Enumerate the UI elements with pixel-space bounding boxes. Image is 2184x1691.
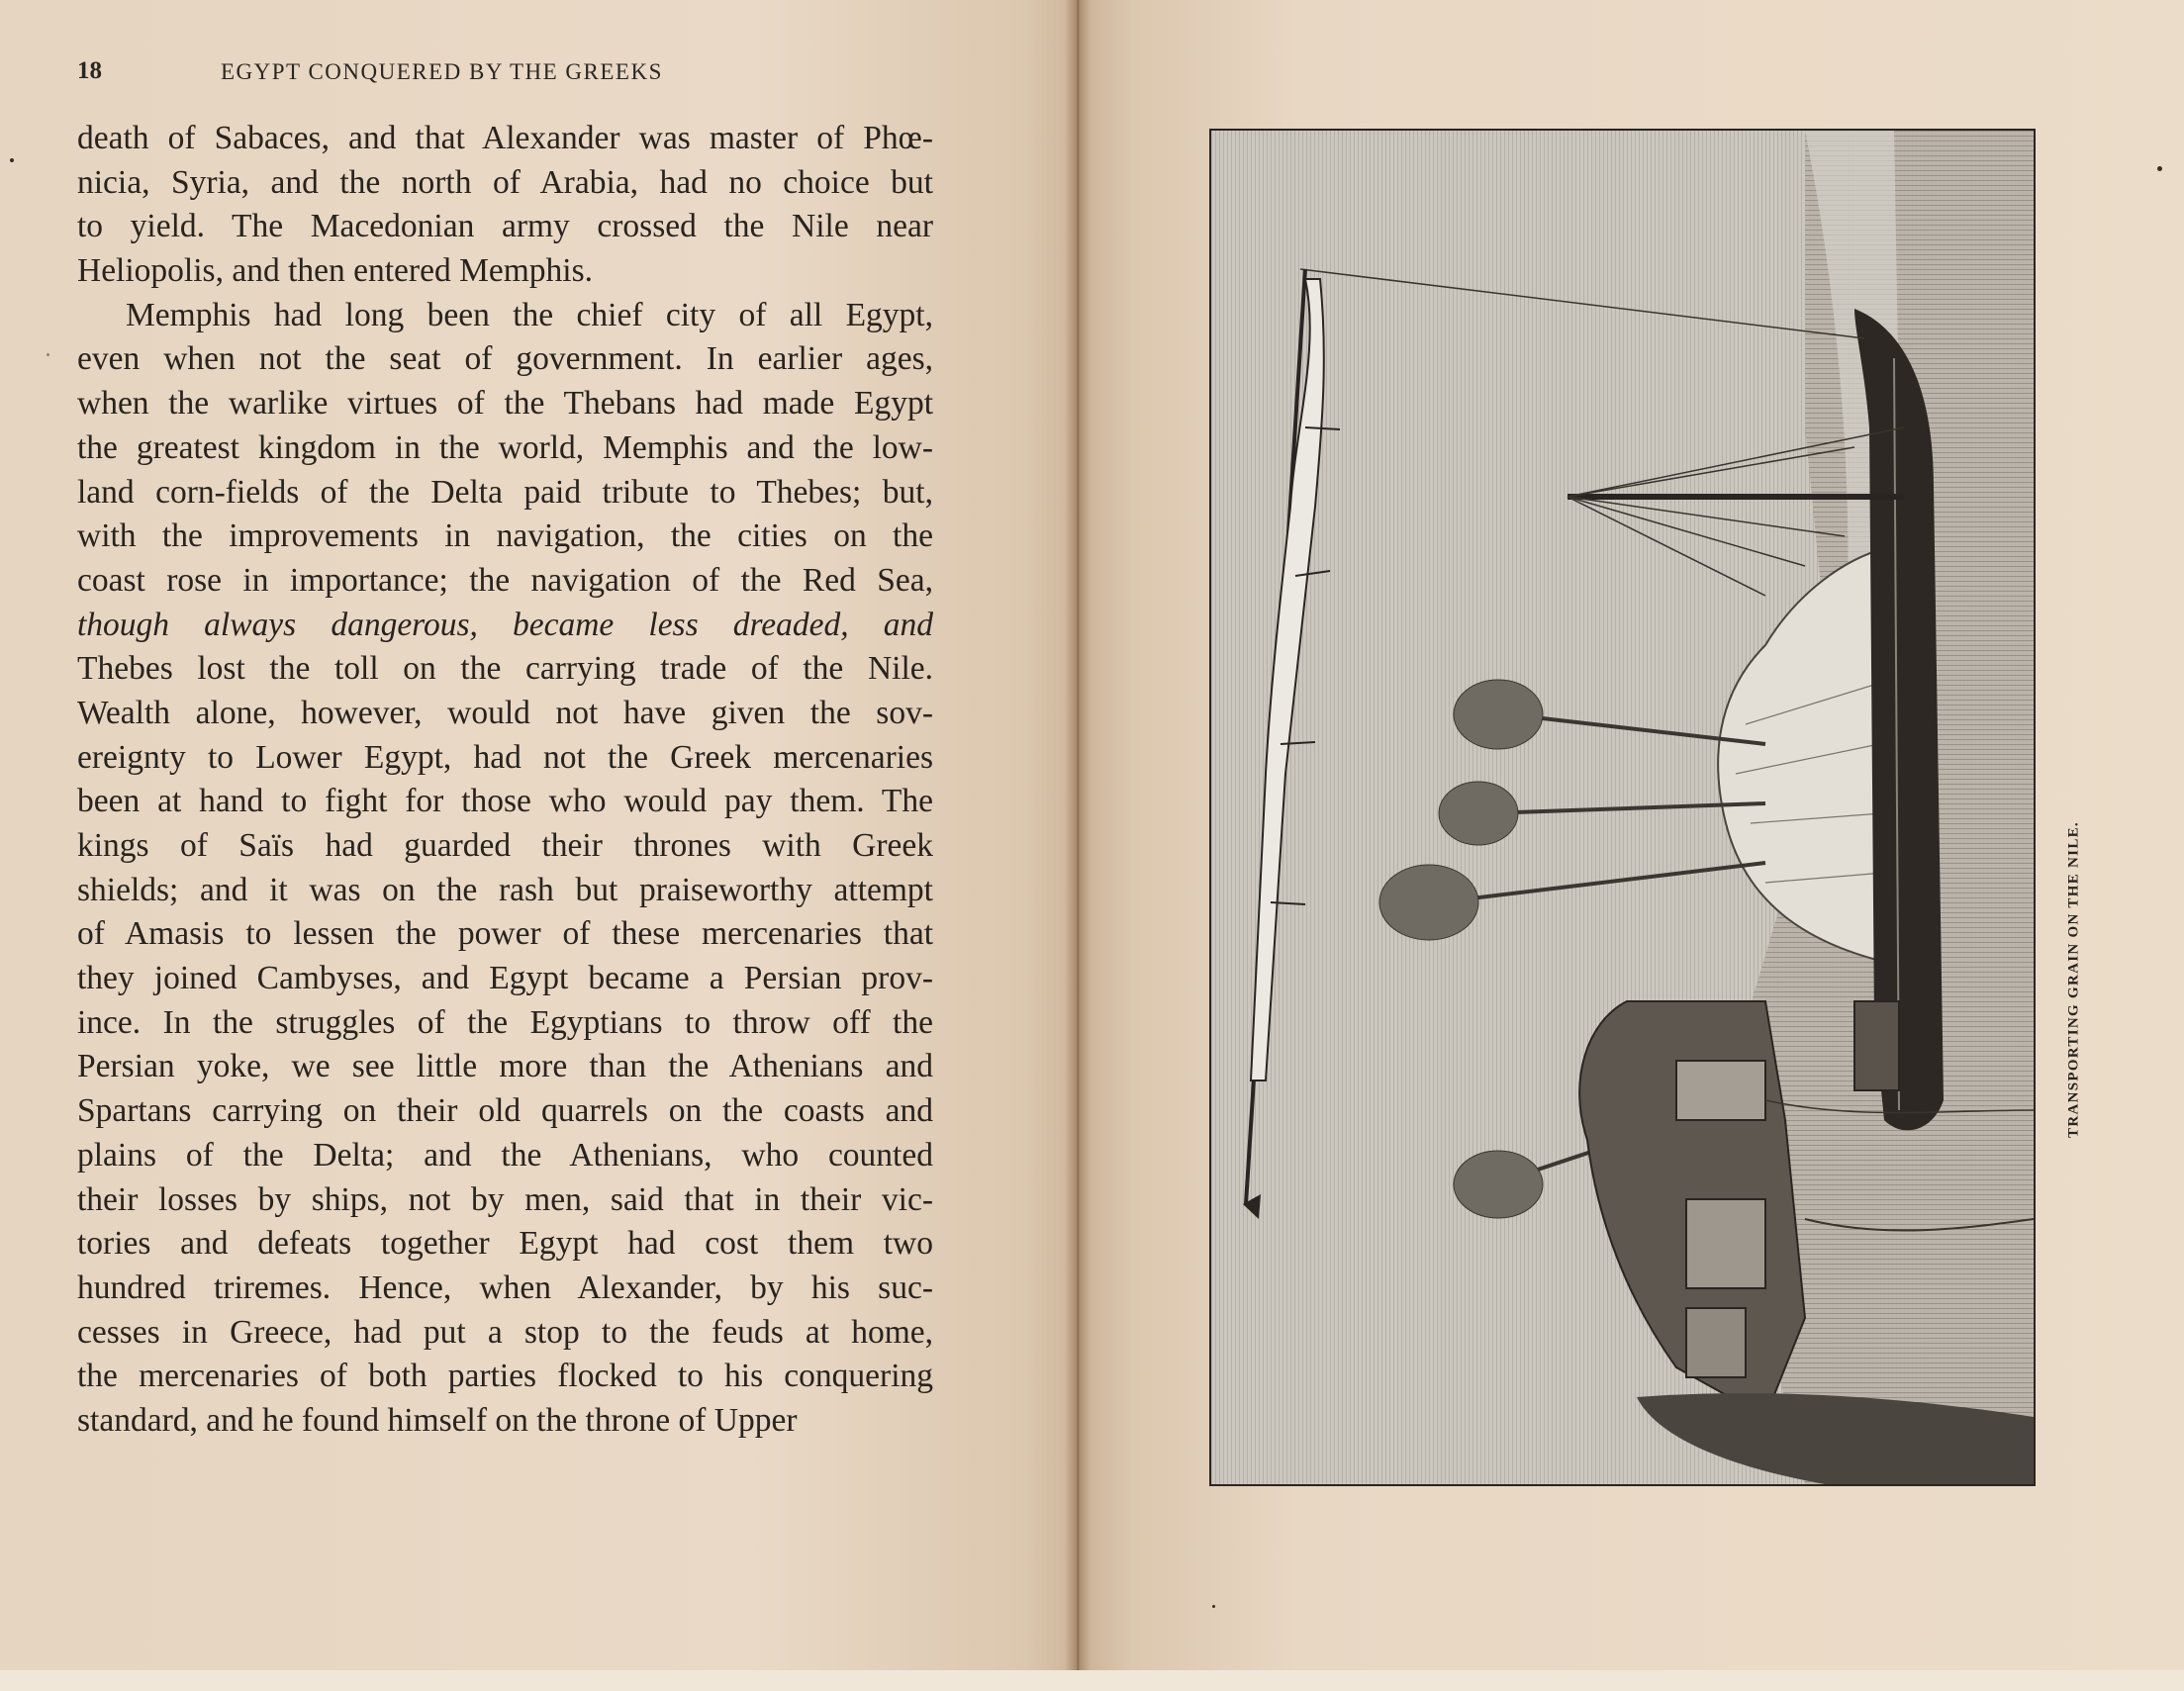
text-line: they joined Cambyses, and Egypt became a Persian prov- [77, 960, 933, 997]
body-text [77, 117, 933, 1444]
text-line: Heliopolis, and then entered Memphis. [77, 252, 594, 290]
plate-caption-text: TRANSPORTING GRAIN ON THE NILE. [2065, 821, 2082, 1138]
text-line: hundred triremes. Hence, when Alexander, by his suc- [77, 1268, 933, 1306]
text-line: death of Sabaces, and that Alexander was master of Phœ- [77, 120, 933, 156]
engraving-plate [1209, 129, 2036, 1486]
text-line: nicia, Syria, and the north of Arabia, had no choice but [77, 163, 933, 201]
text-line: Spartans carrying on their old quarrels on the coasts and [77, 1092, 933, 1130]
paper-speck [47, 353, 49, 356]
text-line: ereignty to Lower Egypt, had not the Greek mercenaries [77, 738, 933, 776]
text-line: when the warlike virtues of the Thebans had made Egypt [77, 385, 933, 423]
text-line: Persian yoke, we see little more than the Athenians and [77, 1048, 933, 1085]
text-line: to yield. The Macedonian army crossed the Nile near [77, 208, 933, 245]
page-number: 18 [77, 57, 102, 84]
text-line: their losses by ships, not by men, said that in their vic- [77, 1180, 933, 1218]
text-line: with the improvements in navigation, the cities on the [77, 517, 933, 555]
running-head [77, 57, 933, 93]
text-line: though always dangerous, became less dreaded, and [77, 606, 933, 643]
engraving-illustration [1211, 131, 2034, 1484]
left-page [0, 0, 1077, 1691]
text-line: even when not the seat of government. In earlier ages, [77, 340, 933, 378]
text-line: coast rose in importance; the navigation of the Red Sea, [77, 561, 933, 599]
page-bottom-edge [0, 1670, 2184, 1691]
text-line: ince. In the struggles of the Egyptians to throw off the [77, 1003, 933, 1041]
text-line: Wealth alone, however, would not have given the sov- [77, 694, 933, 731]
text-line: kings of Saïs had guarded their thrones with Greek [77, 827, 933, 864]
text-line: Thebes lost the toll on the carrying trade of the Nile. [77, 650, 933, 688]
text-line: been at hand to fight for those who would pay them. The [77, 783, 933, 820]
paper-speck [1212, 1605, 1215, 1608]
text-line: the mercenaries of both parties flocked to his conquering [77, 1358, 933, 1395]
text-line: shields; and it was on the rash but praiseworthy attempt [77, 871, 933, 908]
text-line: standard, and he found himself on the throne of Upper [77, 1401, 798, 1439]
text-line: land corn-fields of the Delta paid tribute to Thebes; but, [77, 473, 933, 511]
text-line: cesses in Greece, had put a stop to the feuds at home, [77, 1313, 933, 1351]
paper-speck [2157, 166, 2162, 171]
running-head-title: EGYPT CONQUERED BY THE GREEKS [221, 59, 663, 84]
text-line: the greatest kingdom in the world, Memphis and the low- [77, 428, 933, 466]
text-line: plains of the Delta; and the Athenians, who counted [77, 1136, 933, 1174]
paper-speck [10, 158, 14, 162]
text-line: Memphis had long been the chief city of all Egypt, [126, 296, 933, 333]
book-gutter [1065, 0, 1091, 1691]
text-line: tories and defeats together Egypt had cost them two [77, 1225, 933, 1263]
text-line: of Amasis to lessen the power of these mercenaries that [77, 915, 933, 953]
